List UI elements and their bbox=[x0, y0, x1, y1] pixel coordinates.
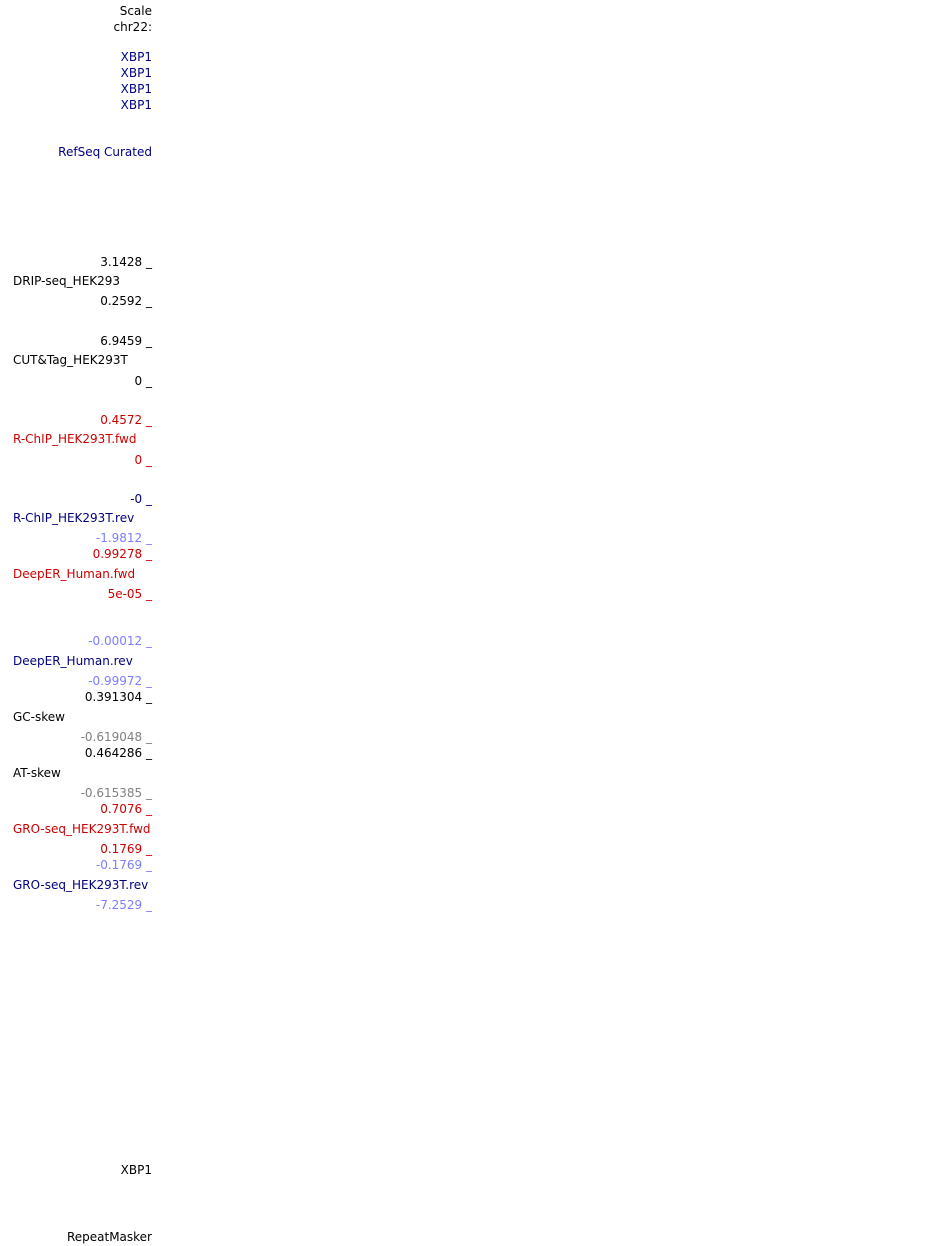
track-min-value: 0 _ bbox=[134, 453, 152, 467]
track-max-value: 6.9459 _ bbox=[100, 334, 152, 348]
track-min-value: -0.619048 _ bbox=[80, 730, 152, 744]
track-label-drip-seq[interactable]: DRIP-seq_HEK293 bbox=[13, 274, 121, 288]
track-label-gro-seq-rev[interactable]: GRO-seq_HEK293T.rev bbox=[13, 878, 149, 892]
track-max-value: 0.7076 _ bbox=[100, 802, 152, 816]
track-min-value: -7.2529 _ bbox=[95, 898, 152, 912]
track-label-repeatmasker[interactable]: RepeatMasker bbox=[66, 1230, 152, 1244]
track-label-at-skew[interactable]: AT-skew bbox=[13, 766, 61, 780]
gene-label[interactable]: XBP1 bbox=[120, 98, 152, 112]
track-label-deeper-fwd[interactable]: DeepER_Human.fwd bbox=[13, 567, 136, 581]
track-label-gro-seq-fwd[interactable]: GRO-seq_HEK293T.fwd bbox=[13, 822, 151, 836]
gene-label[interactable]: XBP1 bbox=[120, 66, 152, 80]
track-max-value: 0.4572 _ bbox=[100, 413, 152, 427]
track-label-cut-tag[interactable]: CUT&Tag_HEK293T bbox=[13, 353, 128, 367]
track-min-value: -1.9812 _ bbox=[95, 531, 152, 545]
track-min-value: -0.615385 _ bbox=[80, 786, 152, 800]
track-max-value: 0.99278 _ bbox=[92, 547, 152, 561]
gene-label[interactable]: XBP1 bbox=[120, 50, 152, 64]
track-max-value: 3.1428 _ bbox=[100, 255, 152, 269]
track-max-value: -0 _ bbox=[130, 492, 152, 506]
track-max-value: -0.1769 _ bbox=[95, 858, 152, 872]
track-label-r-chip-fwd[interactable]: R-ChIP_HEK293T.fwd bbox=[13, 432, 137, 446]
track-label-gc-skew[interactable]: GC-skew bbox=[13, 710, 65, 724]
track-max-value: 0.391304 _ bbox=[84, 690, 152, 704]
track-label-r-chip-rev[interactable]: R-ChIP_HEK293T.rev bbox=[13, 511, 135, 525]
track-min-value: 0 _ bbox=[134, 374, 152, 388]
track-min-value: 0.1769 _ bbox=[100, 842, 152, 856]
track-max-value: 0.464286 _ bbox=[84, 746, 152, 760]
scale-label: Scale bbox=[119, 4, 152, 18]
track-label-deeper-rev[interactable]: DeepER_Human.rev bbox=[13, 654, 133, 668]
track-min-value: 5e-05 _ bbox=[107, 587, 152, 601]
track-max-value: -0.00012 _ bbox=[88, 634, 152, 648]
track-min-value: -0.99972 _ bbox=[88, 674, 152, 688]
track-label-refseq-curated[interactable]: RefSeq Curated bbox=[58, 145, 152, 159]
chrom-label: chr22: bbox=[113, 20, 152, 34]
gene-label[interactable]: XBP1 bbox=[120, 82, 152, 96]
track-min-value: 0.2592 _ bbox=[100, 294, 152, 308]
gene-label-bottom[interactable]: XBP1 bbox=[120, 1163, 152, 1177]
